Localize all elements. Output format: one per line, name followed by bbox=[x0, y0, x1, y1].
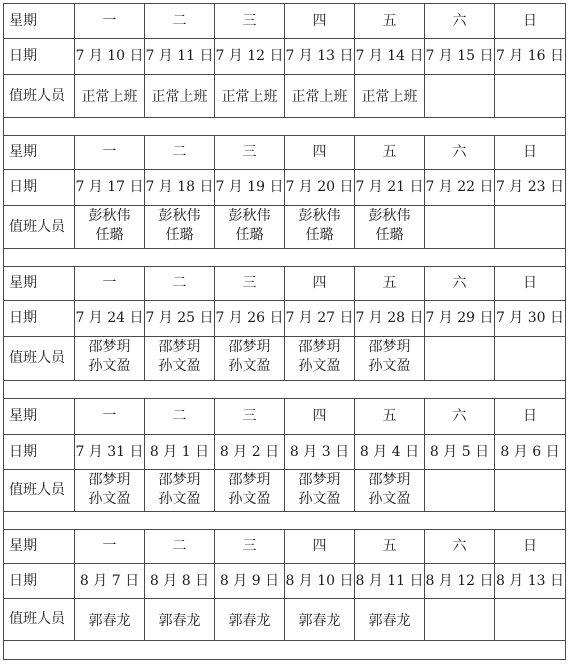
date-cell: 7 月 13 日 bbox=[285, 39, 355, 75]
separator-row bbox=[4, 249, 566, 267]
staff-row bbox=[4, 75, 566, 118]
staff-name: 邵梦玥 bbox=[88, 339, 131, 355]
weekday-row bbox=[4, 399, 566, 435]
weekday-cell: 二 bbox=[145, 399, 215, 435]
weekday-label: 星期 bbox=[4, 136, 75, 170]
staff-name: 彭秋伟 bbox=[368, 208, 411, 224]
staff-cell bbox=[215, 206, 285, 249]
date-row bbox=[4, 170, 566, 206]
staff-name: 正常上班 bbox=[291, 89, 348, 105]
staff-name: 邵梦玥 bbox=[158, 339, 201, 355]
staff-name: 郭春龙 bbox=[88, 613, 131, 629]
weekday-cell: 六 bbox=[425, 267, 495, 301]
staff-name: 邵梦玥 bbox=[298, 472, 341, 488]
staff-row bbox=[4, 206, 566, 249]
weekday-cell: 五 bbox=[355, 267, 425, 301]
weekday-row bbox=[4, 530, 566, 564]
staff-cell bbox=[145, 75, 215, 118]
date-cell: 8 月 6 日 bbox=[495, 435, 566, 470]
date-cell: 7 月 21 日 bbox=[355, 170, 425, 206]
date-cell: 7 月 23 日 bbox=[495, 170, 566, 206]
staff-cell bbox=[215, 470, 285, 512]
date-cell: 7 月 10 日 bbox=[75, 39, 145, 75]
staff-name: 邵梦玥 bbox=[228, 339, 271, 355]
date-cell: 7 月 11 日 bbox=[145, 39, 215, 75]
weekday-cell: 六 bbox=[425, 136, 495, 170]
weekday-cell: 一 bbox=[75, 267, 145, 301]
staff-label: 值班人员 bbox=[4, 599, 75, 641]
staff-name: 彭秋伟 bbox=[88, 208, 131, 224]
date-cell: 8 月 4 日 bbox=[355, 435, 425, 470]
weekday-cell: 一 bbox=[75, 4, 145, 39]
weekday-cell: 日 bbox=[495, 267, 566, 301]
staff-name: 郭春龙 bbox=[368, 613, 411, 629]
empty-staff-cell bbox=[495, 599, 566, 641]
staff-row bbox=[4, 599, 566, 641]
staff-name: 正常上班 bbox=[81, 89, 138, 105]
weekday-label: 星期 bbox=[4, 4, 75, 39]
staff-row bbox=[4, 337, 566, 381]
staff-name: 彭秋伟 bbox=[228, 208, 271, 224]
staff-name: 孙文盈 bbox=[158, 358, 201, 374]
staff-cell bbox=[355, 206, 425, 249]
staff-name: 邵梦玥 bbox=[368, 472, 411, 488]
date-cell: 7 月 27 日 bbox=[285, 301, 355, 337]
weekday-row bbox=[4, 4, 566, 39]
weekday-label: 星期 bbox=[4, 399, 75, 435]
weekday-cell: 六 bbox=[425, 4, 495, 39]
staff-name: 孙文盈 bbox=[298, 491, 341, 507]
date-cell: 7 月 22 日 bbox=[425, 170, 495, 206]
date-cell: 7 月 15 日 bbox=[425, 39, 495, 75]
weekday-cell: 一 bbox=[75, 399, 145, 435]
date-cell: 7 月 14 日 bbox=[355, 39, 425, 75]
weekday-cell: 一 bbox=[75, 136, 145, 170]
date-cell: 7 月 24 日 bbox=[75, 301, 145, 337]
staff-label: 值班人员 bbox=[4, 470, 75, 512]
staff-cell bbox=[75, 599, 145, 641]
date-cell: 8 月 1 日 bbox=[145, 435, 215, 470]
date-cell: 7 月 20 日 bbox=[285, 170, 355, 206]
staff-cell bbox=[355, 75, 425, 118]
weekday-cell: 六 bbox=[425, 399, 495, 435]
staff-name: 邵梦玥 bbox=[88, 472, 131, 488]
staff-name: 彭秋伟 bbox=[158, 208, 201, 224]
date-label: 日期 bbox=[4, 564, 75, 599]
staff-cell bbox=[75, 75, 145, 118]
staff-name: 郭春龙 bbox=[228, 613, 271, 629]
staff-name: 孙文盈 bbox=[158, 491, 201, 507]
staff-row bbox=[4, 470, 566, 512]
staff-name: 邵梦玥 bbox=[158, 472, 201, 488]
staff-name: 任璐 bbox=[375, 227, 404, 243]
staff-cell bbox=[75, 337, 145, 381]
weekday-cell: 三 bbox=[215, 4, 285, 39]
separator-cell bbox=[4, 118, 566, 136]
staff-name: 邵梦玥 bbox=[368, 339, 411, 355]
empty-staff-cell bbox=[495, 337, 566, 381]
staff-name: 孙文盈 bbox=[88, 491, 131, 507]
staff-name: 郭春龙 bbox=[158, 613, 201, 629]
date-cell: 8 月 2 日 bbox=[215, 435, 285, 470]
weekday-row bbox=[4, 136, 566, 170]
staff-label: 值班人员 bbox=[4, 206, 75, 249]
staff-name: 正常上班 bbox=[151, 89, 208, 105]
staff-cell bbox=[75, 206, 145, 249]
staff-cell bbox=[145, 599, 215, 641]
date-cell: 7 月 16 日 bbox=[495, 39, 566, 75]
weekday-cell: 二 bbox=[145, 4, 215, 39]
separator-row bbox=[4, 118, 566, 136]
separator-cell bbox=[4, 381, 566, 399]
staff-cell bbox=[145, 206, 215, 249]
staff-name: 孙文盈 bbox=[368, 358, 411, 374]
weekday-cell: 五 bbox=[355, 530, 425, 564]
weekday-cell: 五 bbox=[355, 136, 425, 170]
date-label: 日期 bbox=[4, 435, 75, 470]
empty-staff-cell bbox=[495, 206, 566, 249]
date-cell: 7 月 25 日 bbox=[145, 301, 215, 337]
staff-cell bbox=[145, 337, 215, 381]
weekday-cell: 四 bbox=[285, 4, 355, 39]
weekday-label: 星期 bbox=[4, 530, 75, 564]
staff-cell bbox=[75, 470, 145, 512]
date-label: 日期 bbox=[4, 39, 75, 75]
separator-cell bbox=[4, 249, 566, 267]
weekday-cell: 五 bbox=[355, 4, 425, 39]
date-label: 日期 bbox=[4, 170, 75, 206]
weekday-cell: 日 bbox=[495, 530, 566, 564]
weekday-cell: 三 bbox=[215, 136, 285, 170]
staff-cell bbox=[285, 206, 355, 249]
date-cell: 7 月 28 日 bbox=[355, 301, 425, 337]
weekday-cell: 四 bbox=[285, 399, 355, 435]
staff-name: 邵梦玥 bbox=[228, 472, 271, 488]
staff-name: 郭春龙 bbox=[298, 613, 341, 629]
staff-name: 孙文盈 bbox=[368, 491, 411, 507]
staff-cell bbox=[285, 337, 355, 381]
staff-cell bbox=[215, 337, 285, 381]
date-cell: 7 月 12 日 bbox=[215, 39, 285, 75]
date-row bbox=[4, 435, 566, 470]
weekday-cell: 一 bbox=[75, 530, 145, 564]
weekday-cell: 四 bbox=[285, 267, 355, 301]
weekday-cell: 三 bbox=[215, 267, 285, 301]
separator-cell bbox=[4, 641, 566, 660]
weekday-cell: 三 bbox=[215, 530, 285, 564]
duty-schedule-table bbox=[3, 3, 566, 660]
date-cell: 8 月 12 日 bbox=[425, 564, 495, 599]
weekday-cell: 日 bbox=[495, 4, 566, 39]
staff-cell bbox=[355, 599, 425, 641]
staff-name: 孙文盈 bbox=[228, 491, 271, 507]
date-cell: 8 月 3 日 bbox=[285, 435, 355, 470]
weekday-cell: 日 bbox=[495, 136, 566, 170]
staff-name: 邵梦玥 bbox=[298, 339, 341, 355]
empty-staff-cell bbox=[425, 75, 495, 118]
separator-row bbox=[4, 381, 566, 399]
date-row bbox=[4, 39, 566, 75]
date-cell: 7 月 26 日 bbox=[215, 301, 285, 337]
date-row bbox=[4, 301, 566, 337]
staff-name: 孙文盈 bbox=[228, 358, 271, 374]
weekday-cell: 四 bbox=[285, 530, 355, 564]
staff-cell bbox=[285, 599, 355, 641]
staff-cell bbox=[355, 470, 425, 512]
empty-staff-cell bbox=[425, 599, 495, 641]
staff-name: 孙文盈 bbox=[88, 358, 131, 374]
staff-name: 孙文盈 bbox=[298, 358, 341, 374]
date-cell: 8 月 5 日 bbox=[425, 435, 495, 470]
empty-staff-cell bbox=[495, 75, 566, 118]
date-cell: 8 月 10 日 bbox=[285, 564, 355, 599]
staff-cell bbox=[285, 75, 355, 118]
staff-cell bbox=[215, 599, 285, 641]
date-cell: 8 月 11 日 bbox=[355, 564, 425, 599]
staff-name: 任璐 bbox=[95, 227, 124, 243]
date-cell: 7 月 19 日 bbox=[215, 170, 285, 206]
separator-cell bbox=[4, 512, 566, 530]
weekday-label: 星期 bbox=[4, 267, 75, 301]
empty-staff-cell bbox=[495, 470, 566, 512]
empty-staff-cell bbox=[425, 337, 495, 381]
date-label: 日期 bbox=[4, 301, 75, 337]
staff-name: 彭秋伟 bbox=[298, 208, 341, 224]
staff-name: 正常上班 bbox=[221, 89, 278, 105]
staff-label: 值班人员 bbox=[4, 75, 75, 118]
staff-cell bbox=[145, 470, 215, 512]
weekday-cell: 二 bbox=[145, 136, 215, 170]
weekday-cell: 日 bbox=[495, 399, 566, 435]
weekday-row bbox=[4, 267, 566, 301]
weekday-cell: 二 bbox=[145, 530, 215, 564]
date-row bbox=[4, 564, 566, 599]
weekday-cell: 六 bbox=[425, 530, 495, 564]
staff-cell bbox=[215, 75, 285, 118]
weekday-cell: 三 bbox=[215, 399, 285, 435]
weekday-cell: 四 bbox=[285, 136, 355, 170]
separator-row bbox=[4, 512, 566, 530]
date-cell: 8 月 9 日 bbox=[215, 564, 285, 599]
date-cell: 7 月 30 日 bbox=[495, 301, 566, 337]
date-cell: 7 月 18 日 bbox=[145, 170, 215, 206]
staff-cell bbox=[285, 470, 355, 512]
staff-name: 任璐 bbox=[235, 227, 264, 243]
staff-name: 任璐 bbox=[165, 227, 194, 243]
staff-cell bbox=[355, 337, 425, 381]
empty-staff-cell bbox=[425, 206, 495, 249]
empty-staff-cell bbox=[425, 470, 495, 512]
staff-name: 正常上班 bbox=[361, 89, 418, 105]
weekday-cell: 五 bbox=[355, 399, 425, 435]
date-cell: 7 月 17 日 bbox=[75, 170, 145, 206]
date-cell: 7 月 31 日 bbox=[75, 435, 145, 470]
staff-name: 任璐 bbox=[305, 227, 334, 243]
staff-label: 值班人员 bbox=[4, 337, 75, 381]
date-cell: 8 月 7 日 bbox=[75, 564, 145, 599]
separator-row bbox=[4, 641, 566, 660]
date-cell: 8 月 8 日 bbox=[145, 564, 215, 599]
date-cell: 8 月 13 日 bbox=[495, 564, 566, 599]
date-cell: 7 月 29 日 bbox=[425, 301, 495, 337]
weekday-cell: 二 bbox=[145, 267, 215, 301]
